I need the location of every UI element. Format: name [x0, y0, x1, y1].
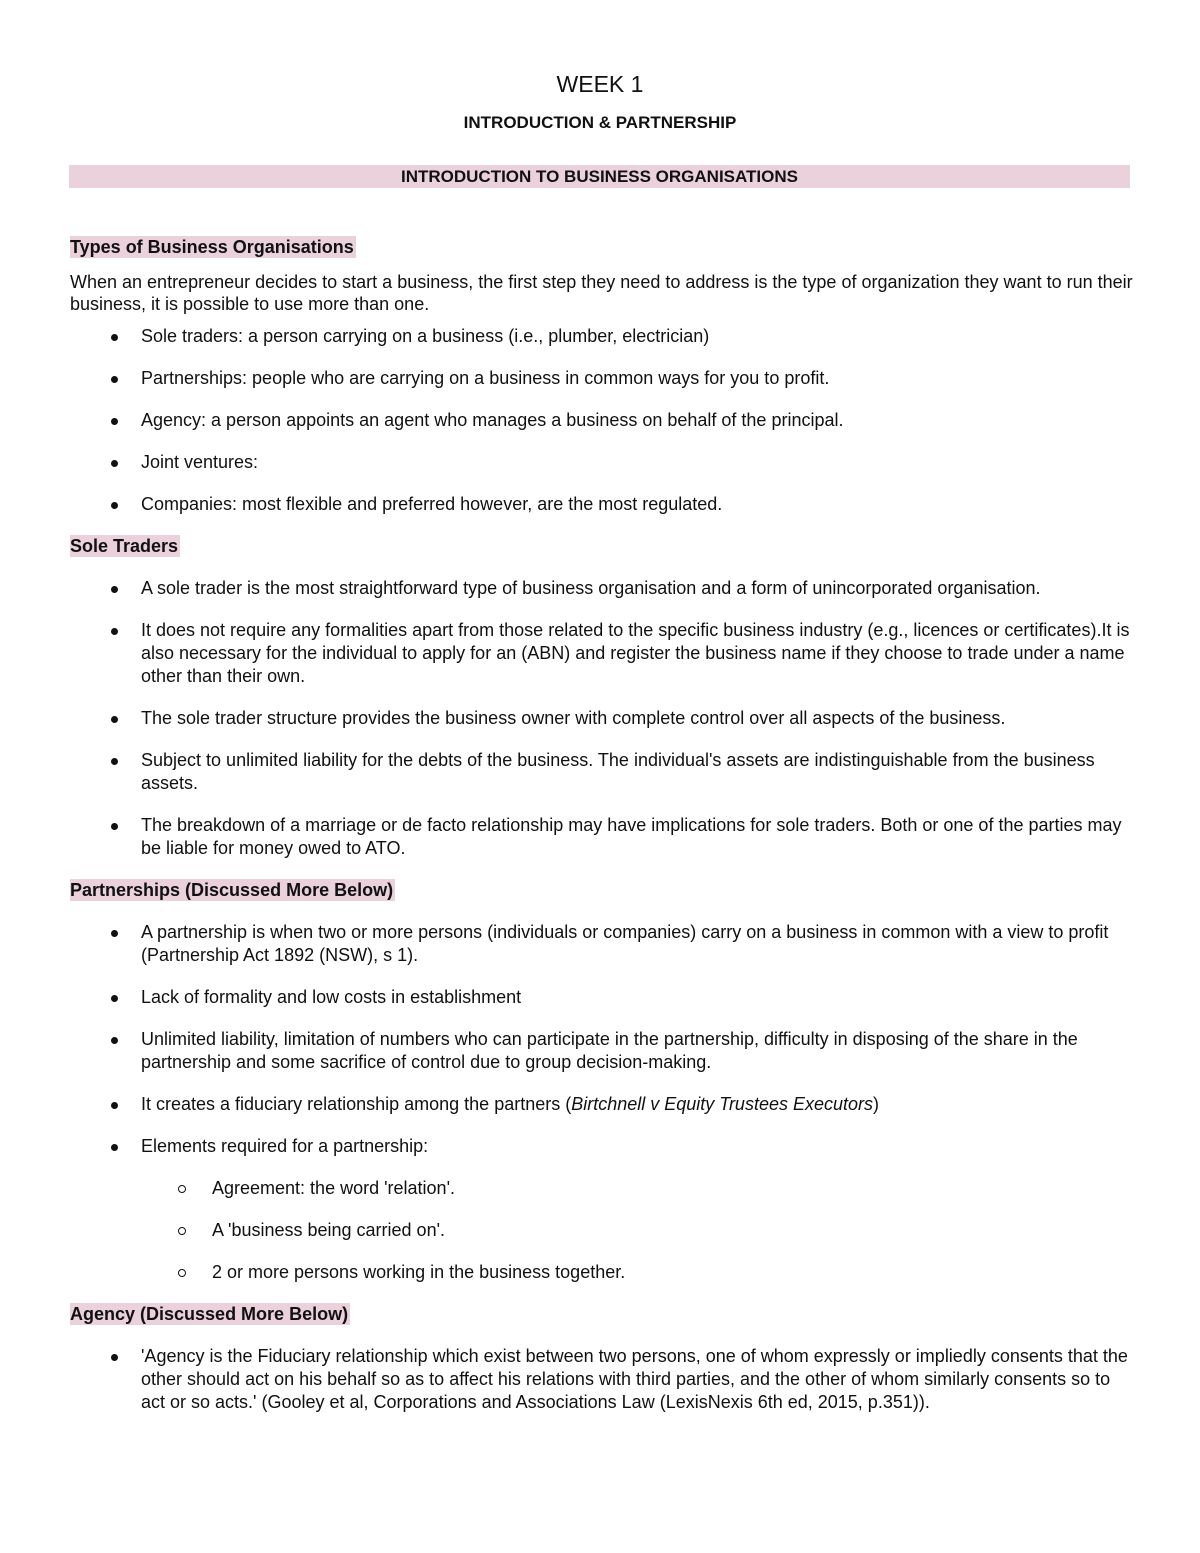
types-section [70, 236, 1134, 516]
types-heading: Types of Business Organisations [70, 237, 354, 257]
section-band: INTRODUCTION TO BUSINESS ORGANISATIONS [69, 165, 1130, 188]
types-list [70, 325, 1134, 516]
list-item: 'Agency is the Fiduciary relationship which exist between two persons, one of whom expressly or impliedly consents that the other should act on his behalf so as to affect his relations with third parties, and the other of whom similarly consents so to act or so acts.' (Gooley et al, Corporations and Associations Law (LexisNexis 6th ed, 2015, p.351)). [70, 1345, 1134, 1414]
circle-bullet-icon [178, 1185, 186, 1193]
bullet-icon [111, 376, 118, 383]
bullet-icon [111, 502, 118, 509]
bullet-icon [111, 823, 118, 830]
bullet-icon [111, 758, 118, 765]
list-item: Companies: most flexible and preferred however, are the most regulated. [70, 493, 1134, 516]
bullet-icon [111, 628, 118, 635]
bullet-icon [111, 460, 118, 467]
page-title: WEEK 1 [556, 71, 644, 97]
list-item: Partnerships: people who are carrying on a business in common ways for you to profit. [70, 367, 1134, 390]
bullet-icon [111, 1354, 118, 1361]
agency-section [70, 1303, 1134, 1414]
case-citation: Birtchnell v Equity Trustees Executors [571, 1094, 873, 1114]
types-intro: When an entrepreneur decides to start a business, the first step they need to address is the type of organization they want to run their business, it is possible to use more than one. [70, 272, 1133, 314]
list-item: Sole traders: a person carrying on a business (i.e., plumber, electrician) [70, 325, 1134, 348]
sole-list [70, 577, 1134, 860]
content [70, 236, 1134, 1433]
list-item: Elements required for a partnership: Agreement: the word 'relation'. A 'business being carried on'. 2 or more persons working in the business together. [70, 1135, 1134, 1284]
partnerships-list [70, 921, 1134, 1284]
list-item: Unlimited liability, limitation of numbers who can participate in the partnership, difficulty in disposing of the share in the partnership and some sacrifice of control due to group decision-making. [70, 1028, 1134, 1074]
bullet-icon [111, 418, 118, 425]
list-item: A sole trader is the most straightforward type of business organisation and a form of unincorporated organisation. [70, 577, 1134, 600]
sole-section [70, 535, 1134, 860]
bullet-icon [111, 930, 118, 937]
bullet-icon [111, 334, 118, 341]
elements-list [141, 1177, 1134, 1284]
sole-heading: Sole Traders [70, 536, 179, 556]
bullet-icon [111, 716, 118, 723]
list-item: It creates a fiduciary relationship among the partners (Birtchnell v Equity Trustees Executors) [70, 1093, 1134, 1116]
agency-heading: Agency (Discussed More Below) [70, 1304, 349, 1324]
list-item: Agency: a person appoints an agent who manages a business on behalf of the principal. [70, 409, 1134, 432]
list-item: The sole trader structure provides the business owner with complete control over all aspects of the business. [70, 707, 1134, 730]
circle-bullet-icon [178, 1227, 186, 1235]
sub-list-item: Agreement: the word 'relation'. [141, 1177, 1134, 1200]
list-item: Subject to unlimited liability for the debts of the business. The individual's assets are indistinguishable from the business assets. [70, 749, 1134, 795]
page-subtitle: INTRODUCTION & PARTNERSHIP [463, 113, 737, 132]
list-item: The breakdown of a marriage or de facto relationship may have implications for sole traders. Both or one of the parties may be liable for money owed to ATO. [70, 814, 1134, 860]
partnerships-heading: Partnerships (Discussed More Below) [70, 880, 394, 900]
circle-bullet-icon [178, 1269, 186, 1277]
list-item: It does not require any formalities apart from those related to the specific business industry (e.g., licences or certificates).It is also necessary for the individual to apply for an (ABN) and register the business name if they choose to trade under a name other than their own. [70, 619, 1134, 688]
partnerships-section [70, 879, 1134, 1284]
agency-list [70, 1345, 1134, 1414]
bullet-icon [111, 1037, 118, 1044]
bullet-icon [111, 1144, 118, 1151]
list-item: A partnership is when two or more persons (individuals or companies) carry on a business in common with a view to profit (Partnership Act 1892 (NSW), s 1). [70, 921, 1134, 967]
bullet-icon [111, 1102, 118, 1109]
sub-list-item: A 'business being carried on'. [141, 1219, 1134, 1242]
list-item: Lack of formality and low costs in establishment [70, 986, 1134, 1009]
sub-list-item: 2 or more persons working in the business together. [141, 1261, 1134, 1284]
bullet-icon [111, 995, 118, 1002]
bullet-icon [111, 586, 118, 593]
list-item: Joint ventures: [70, 451, 1134, 474]
